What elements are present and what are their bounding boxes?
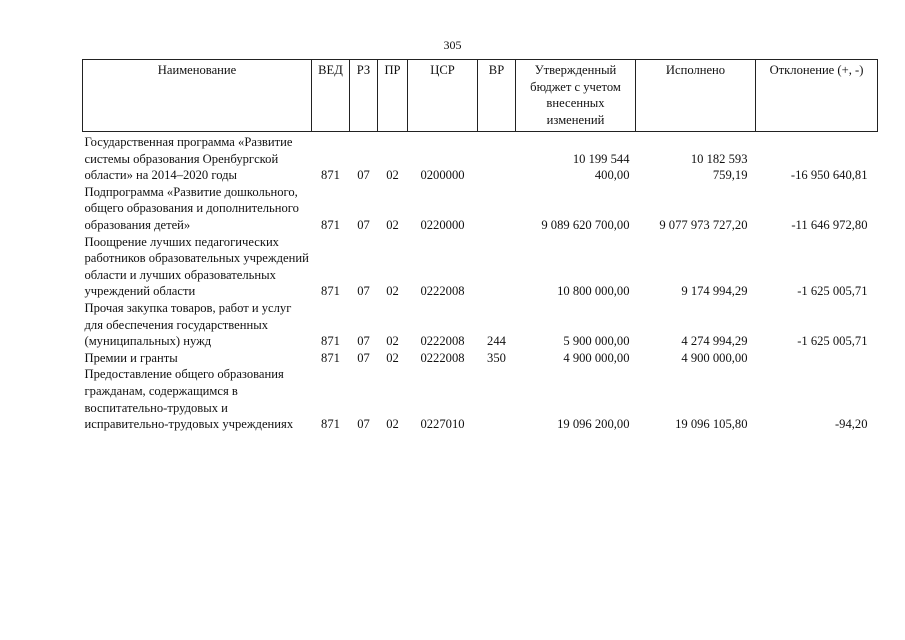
- row-vr: 350: [487, 350, 506, 365]
- header-executed: Исполнено: [636, 60, 756, 132]
- row-ved: 871: [321, 168, 340, 183]
- row-executed: 10 182 593 759,19: [690, 151, 748, 183]
- row-approved: 9 089 620 700,00: [541, 217, 630, 232]
- row-approved: 5 900 000,00: [563, 334, 630, 349]
- row-approved: 4 900 000,00: [563, 350, 630, 365]
- row-pr: 02: [386, 217, 399, 232]
- row-rz: 07: [357, 217, 370, 232]
- header-ved: ВЕД: [312, 60, 350, 132]
- row-executed: 4 900 000,00: [681, 350, 748, 365]
- table-row: [83, 300, 878, 350]
- header-pr: ПР: [378, 60, 408, 132]
- table-header-row: [83, 60, 878, 132]
- row-executed: 9 077 973 727,20: [659, 217, 748, 232]
- row-ved: 871: [321, 217, 340, 232]
- row-name: Поощрение лучших педагогических работников образовательных учреждений области и лучших образовательных учреждений области: [84, 234, 309, 299]
- budget-execution-table: [82, 59, 878, 433]
- row-ved: 871: [321, 284, 340, 299]
- row-deviation: -1 625 005,71: [797, 284, 868, 299]
- header-deviation: Отклонение (+, -): [756, 60, 878, 132]
- row-name: Подпрограмма «Развитие дошкольного, общего образования и дополнительного образования детей»: [84, 184, 299, 232]
- row-rz: 07: [357, 168, 370, 183]
- row-csr: 0200000: [420, 168, 465, 183]
- row-name: Премии и гранты: [84, 350, 178, 365]
- row-approved: 10 199 544 400,00: [572, 151, 630, 183]
- row-ved: 871: [321, 417, 340, 432]
- table-row: [83, 366, 878, 432]
- row-executed: 4 274 994,29: [681, 334, 748, 349]
- row-vr: [478, 366, 516, 432]
- row-pr: 02: [386, 350, 399, 365]
- row-csr: 0227010: [420, 417, 465, 432]
- row-approved: 10 800 000,00: [557, 284, 630, 299]
- row-csr: 0220000: [420, 217, 465, 232]
- row-name: Прочая закупка товаров, работ и услуг для обеспечения государственных (муниципальных) нужд: [84, 300, 292, 349]
- row-csr: 0222008: [420, 334, 465, 349]
- row-name: Предоставление общего образования гражданам, содержащимся в воспитательно-трудовых и исправительно-трудовых учреждениях: [84, 367, 294, 432]
- row-rz: 07: [357, 350, 370, 365]
- row-ved: 871: [321, 350, 340, 365]
- header-rz: РЗ: [350, 60, 378, 132]
- row-vr: [478, 184, 516, 234]
- row-approved: 19 096 200,00: [557, 417, 630, 432]
- row-ved: 871: [321, 334, 340, 349]
- table-row: [83, 350, 878, 367]
- table-row: [83, 234, 878, 300]
- header-vr: ВР: [478, 60, 516, 132]
- row-csr: 0222008: [420, 284, 465, 299]
- row-csr: 0222008: [420, 350, 465, 365]
- row-executed: 9 174 994,29: [681, 284, 748, 299]
- header-name: Наименование: [83, 60, 312, 132]
- row-deviation: -1 625 005,71: [797, 334, 868, 349]
- row-name: Государственная программа «Развитие системы образования Оренбургской области» на 2014–2020 годы: [84, 135, 293, 183]
- row-vr: 244: [487, 334, 506, 349]
- row-deviation: -16 950 640,81: [790, 168, 868, 183]
- row-vr: [478, 234, 516, 300]
- page-number: 305: [443, 38, 462, 52]
- row-vr: [478, 134, 516, 184]
- row-pr: 02: [386, 168, 399, 183]
- table-row: [83, 184, 878, 234]
- row-rz: 07: [357, 284, 370, 299]
- row-pr: 02: [386, 334, 399, 349]
- row-pr: 02: [386, 417, 399, 432]
- row-deviation: -94,20: [834, 417, 868, 432]
- row-deviation: -11 646 972,80: [791, 217, 868, 232]
- row-deviation: [756, 350, 878, 367]
- header-approved: Утвержденный бюджет с учетом внесенных изменений: [516, 60, 636, 132]
- row-rz: 07: [357, 334, 370, 349]
- header-csr: ЦСР: [408, 60, 478, 132]
- row-executed: 19 096 105,80: [675, 417, 748, 432]
- table-row: [83, 134, 878, 184]
- row-rz: 07: [357, 417, 370, 432]
- row-pr: 02: [386, 284, 399, 299]
